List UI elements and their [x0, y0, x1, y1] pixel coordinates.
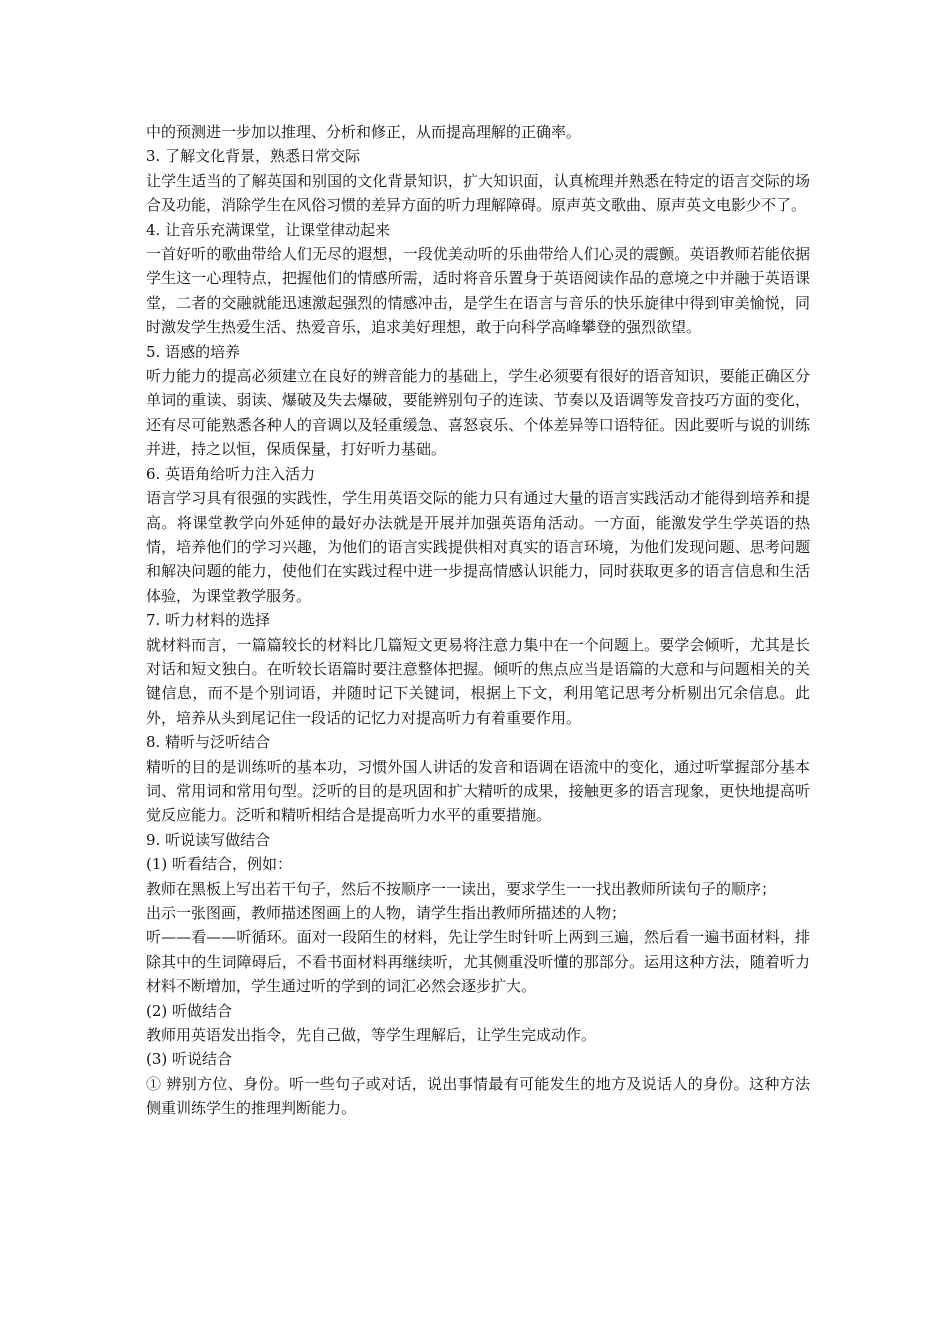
section-heading: 6. 英语角给听力注入活力	[146, 464, 316, 483]
subsection-heading: (3) 听说结合	[146, 1050, 233, 1069]
document-page	[146, 120, 810, 1121]
paragraph: 教师用英语发出指令，先自己做，等学生理解后，让学生完成动作。	[146, 1026, 597, 1045]
paragraph: 中的预测进一步加以推理、分析和修正，从而提高理解的正确率。	[146, 123, 582, 141]
section-heading: 3. 了解文化背景，熟悉日常交际	[146, 147, 361, 166]
paragraph: 教师在黑板上写出若干句子，然后不按顺序一一读出，要求学生一一找出教师所读句子的顺序；	[146, 879, 777, 898]
section-heading: 8. 精听与泛听结合	[146, 733, 271, 752]
subsection-heading: (1) 听看结合，例如：	[146, 855, 293, 874]
paragraph: 一首好听的歌曲带给人们无尽的遐想，一段优美动听的乐曲带给人们心灵的震颤。英语教师若能依据学生这一心理特点，把握他们的情感所需，适时将音乐置身于英语阅读作品的意境之中并融于英语课堂，二者的交融就能迅速激起强烈的情感冲击，是学生在语言与音乐的快乐旋律中得到审美愉悦，同时激发学生热爱生活、热爱音乐，追求美好理想，敢于向科学高峰攀登的强烈欲望。	[146, 245, 810, 337]
paragraph: 就材料而言，一篇篇较长的材料比几篇短文更易将注意力集中在一个问题上。要学会倾听，尤其是长对话和短文独白。在听较长语篇时要注意整体把握。倾听的焦点应当是语篇的大意和与问题相关的关键信息，而不是个别词语，并随时记下关键词，根据上下文，利用笔记思考分析剔出冗余信息。此外，培养从头到尾记住一段话的记忆力对提高听力有着重要作用。	[146, 635, 810, 727]
section-heading: 4. 让音乐充满课堂，让课堂律动起来	[146, 220, 391, 239]
paragraph: 语言学习具有很强的实践性，学生用英语交际的能力只有通过大量的语言实践活动才能得到培养和提高。将课堂教学向外延伸的最好办法就是开展并加强英语角活动。一方面，能激发学生学英语的热情，培养他们的学习兴趣，为他们的语言实践提供相对真实的语言环境，为他们发现问题、思考问题和解决问题的能力，使他们在实践过程中进一步提高情感认识能力，同时获取更多的语言信息和生活体验，为课堂教学服务。	[146, 489, 810, 605]
section-heading: 9. 听说读写做结合	[146, 830, 271, 849]
paragraph: 听力能力的提高必须建立在良好的辨音能力的基础上，学生必须要有很好的语音知识，要能正确区分单词的重读、弱读、爆破及失去爆破，要能辨别句子的连读、节奏以及语调等发音技巧方面的变化，还有尽可能熟悉各种人的音调以及轻重缓急、喜怒哀乐、个体差异等口语特征。因此要听与说的训练并进，持之以恒，保质保量，打好听力基础。	[146, 367, 810, 459]
paragraph: 精听的目的是训练听的基本功，习惯外国人讲话的发音和语调在语流中的变化，通过听掌握部分基本词、常用词和常用句型。泛听的目的是巩固和扩大精听的成果，接触更多的语言现象，更快地提高听觉反应能力。泛听和精听相结合是提高听力水平的重要措施。	[146, 757, 810, 825]
paragraph: 让学生适当的了解英国和别国的文化背景知识，扩大知识面，认真梳理并熟悉在特定的语言交际的场合及功能，消除学生在风俗习惯的差异方面的听力理解障碍。原声英文歌曲、原声英文电影少不了。	[146, 171, 810, 215]
section-heading: 5. 语感的培养	[146, 342, 241, 361]
subsection-heading: (2) 听做结合	[146, 1001, 233, 1020]
paragraph: 听——看——听循环。面对一段陌生的材料，先让学生时针听上两到三遍，然后看一遍书面材料，排除其中的生词障碍后，不看书面材料再继续听，尤其侧重没听懂的那部分。运用这种方法，随着听力材料不断增加，学生通过听的学到的词汇必然会逐步扩大。	[146, 928, 810, 996]
paragraph: 出示一张图画，教师描述图画上的人物，请学生指出教师所描述的人物；	[146, 904, 627, 922]
paragraph: ① 辨别方位、身份。听一些句子或对话，说出事情最有可能发生的地方及说话人的身份。这种方法侧重训练学生的推理判断能力。	[146, 1074, 810, 1118]
section-heading: 7. 听力材料的选择	[146, 611, 271, 630]
